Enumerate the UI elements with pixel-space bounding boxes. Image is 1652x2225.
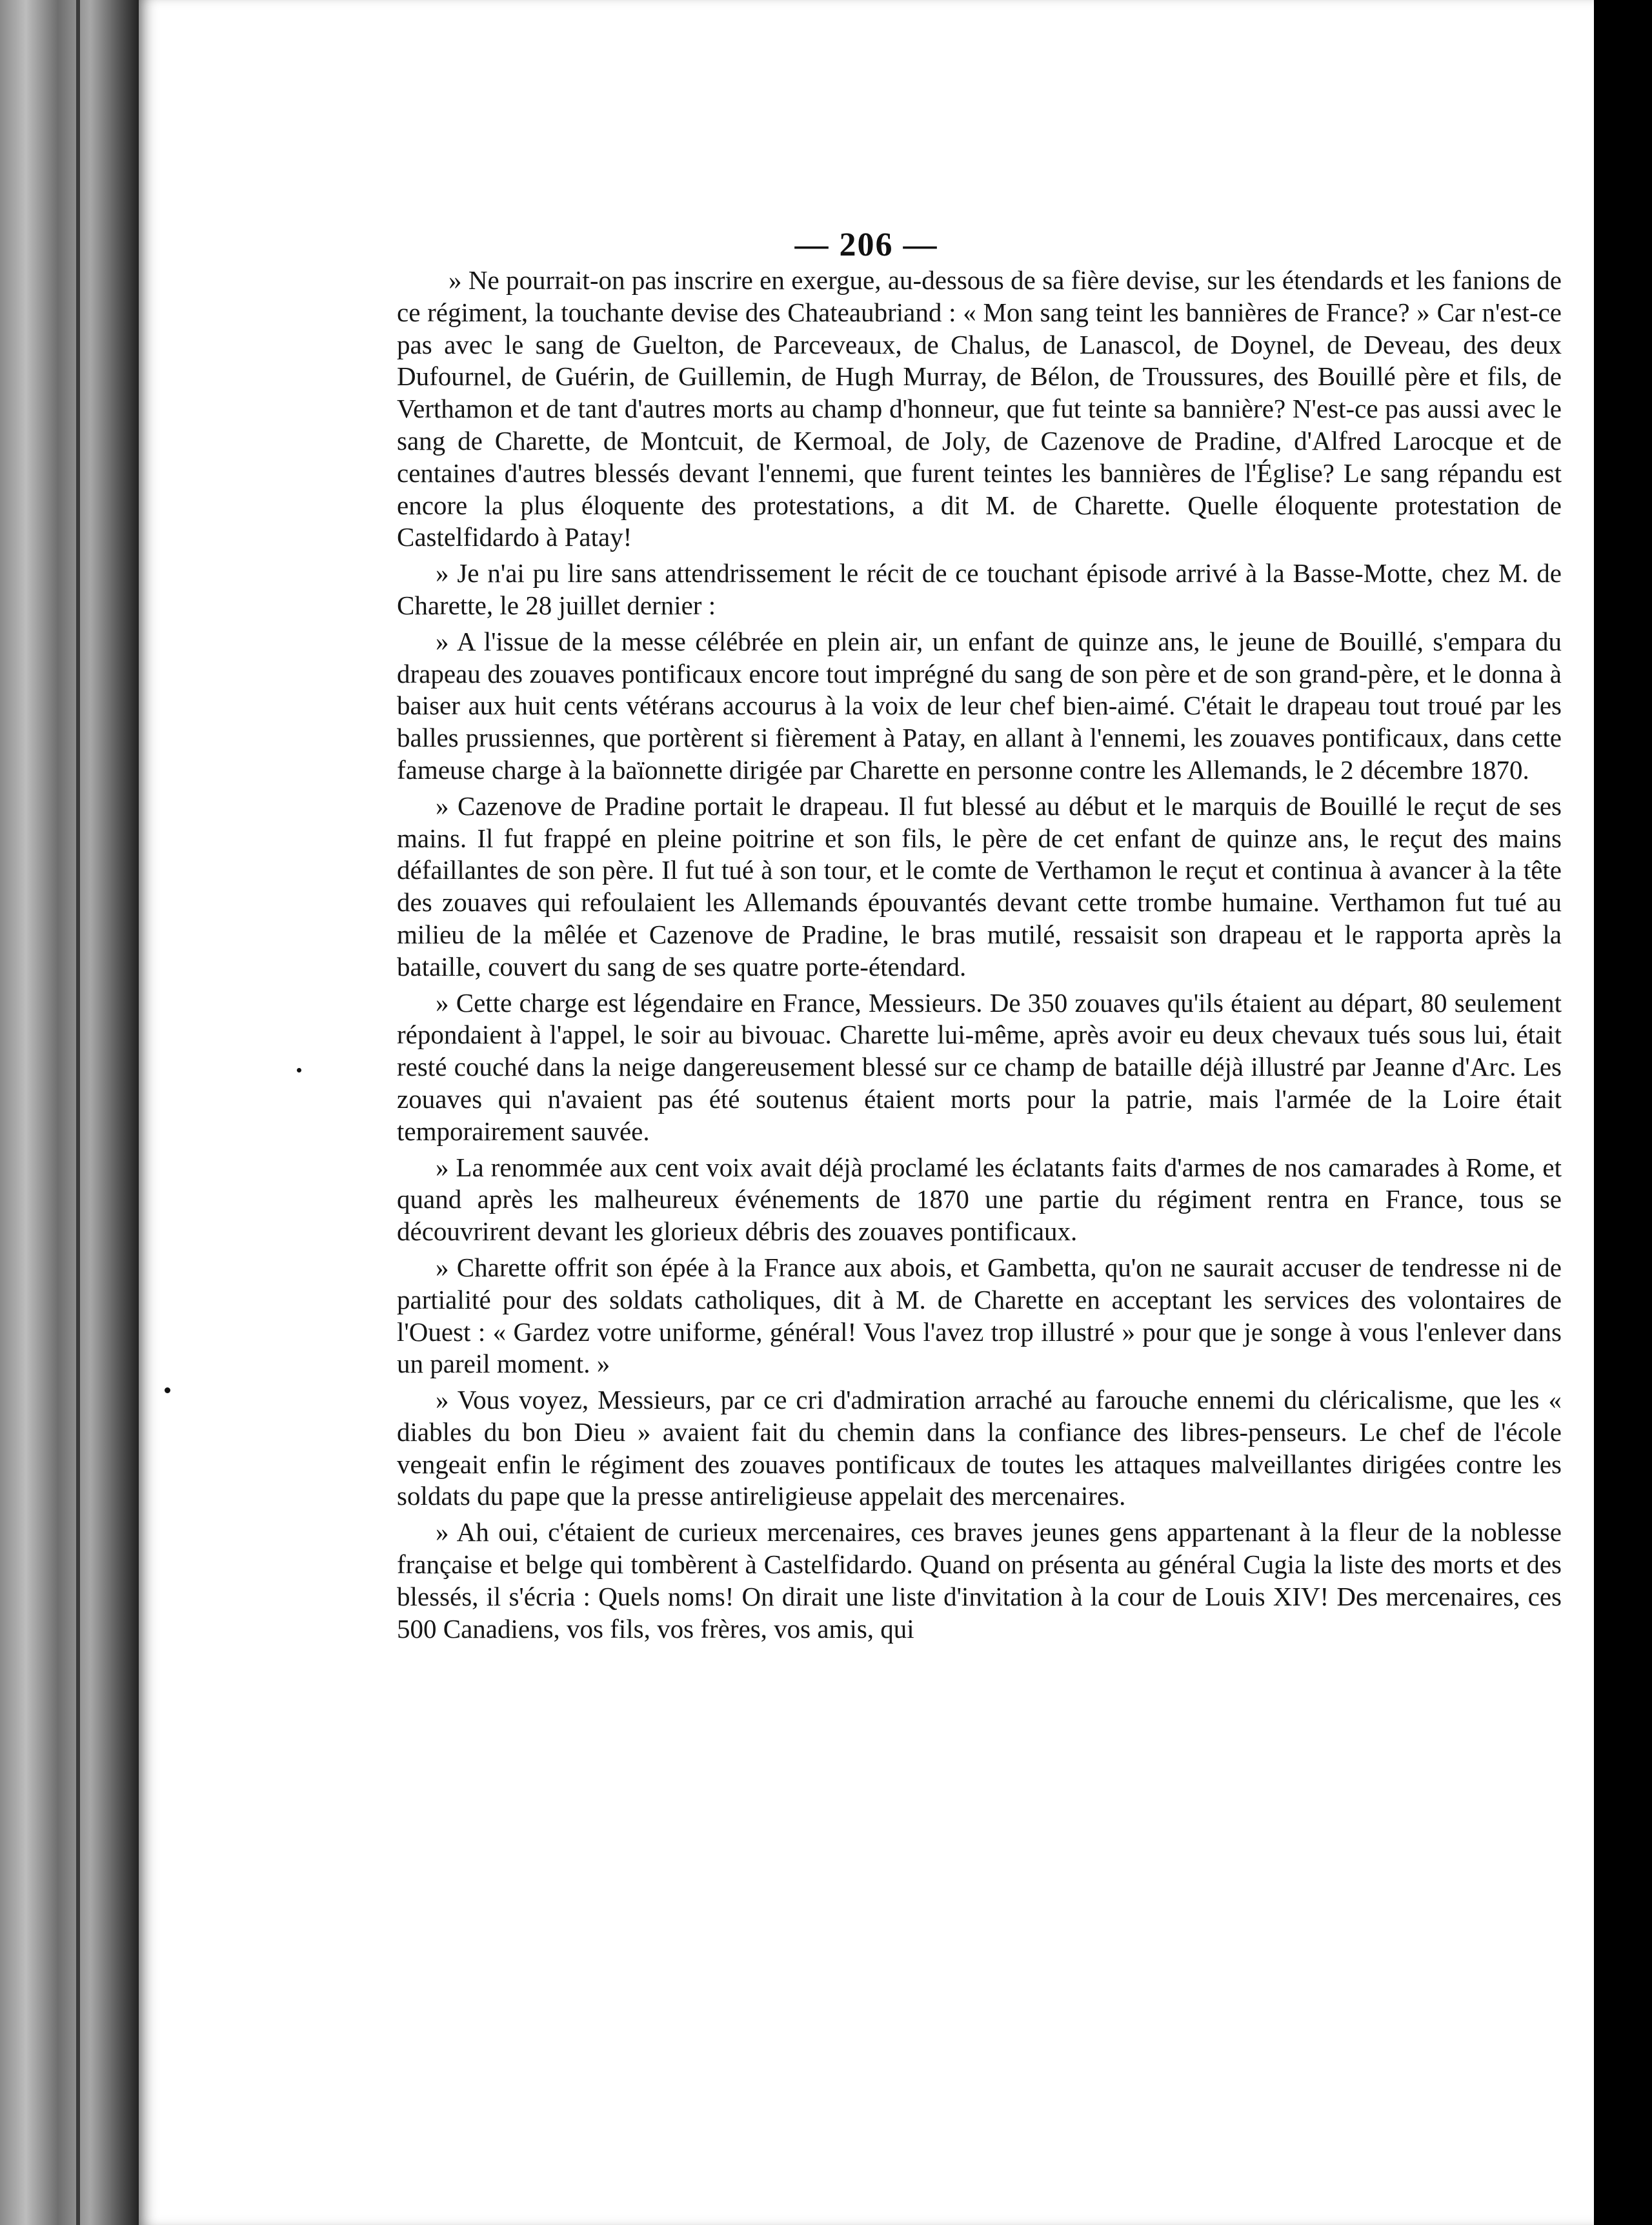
page-number: — 206 — [794, 227, 938, 263]
paragraph-8: » Vous voyez, Messieurs, par ce cri d'admiration arraché au farouche ennemi du cléricalisme, que les « diables du bon Dieu » avaient fait du chemin dans la confiance des libres-penseurs. Le chef de l'école vengeait enfin le régiment des zouaves pontificaux de toutes les attaques malveillantes dirigées contre les soldats du pape que la presse antireligieuse appelait des mercenaires. [397, 1385, 1562, 1511]
body-text [397, 265, 1562, 1649]
paragraph-3: » A l'issue de la messe célébrée en plein air, un enfant de quinze ans, le jeune de Bouillé, s'empara du drapeau des zouaves pontificaux encore tout imprégné du sang de son père et de son grand-père, et le donna à baiser aux huit cents vétérans accourus à la voix de leur chef bien-aimé. C'était le drapeau tout troué par les balles prussiennes, que portèrent si fièrement à Patay, en allant à l'ennemi, les zouaves pontificaux, dans cette fameuse charge à la baïonnette dirigée par Charette en personne contre les Allemands, le 2 décembre 1870. [397, 626, 1562, 785]
paragraph-2: » Je n'ai pu lire sans attendrissement le récit de ce touchant épisode arrivé à la Basse-Motte, chez M. de Charette, le 28 juillet dernier : [397, 558, 1562, 620]
paragraph-4: » Cazenove de Pradine portait le drapeau. Il fut blessé au début et le marquis de Bouillé le reçut de ses mains. Il fut frappé en pleine poitrine et son fils, le père de cet enfant de quinze ans, le reçut des mains défaillantes de son père. Il fut tué à son tour, et le comte de Verthamon le reçut et continua à avancer à la tête des zouaves qui refoulaient les Allemands épouvantés devant cette trombe humaine. Verthamon fut tué au milieu de la mêlée et Cazenove de Pradine, le bras mutilé, ressaisit son drapeau et le rapporta après la bataille, couvert du sang de ses quatre porte-étendard. [397, 790, 1562, 982]
paragraph-5: » Cette charge est légendaire en France, Messieurs. De 350 zouaves qu'ils étaient au départ, 80 seulement répondaient à l'appel, le soir au bivouac. Charette lui-même, après avoir eu deux chevaux tués sous lui, était resté couché dans la neige dangereusement blessé sur ce champ de bataille déjà illustré par Jeanne d'Arc. Les zouaves qui n'avaient pas été soutenus étaient morts pour la patrie, mais l'armée de la Loire était temporairement sauvée. [397, 987, 1562, 1146]
ink-speck [165, 1387, 170, 1393]
paragraph-6: » La renommée aux cent voix avait déjà proclamé les éclatants faits d'armes de nos camarades à Rome, et quand après les malheureux événements de 1870 une partie du régiment rentra en France, tous se découvrirent devant les glorieux débris des zouaves pontificaux. [397, 1152, 1562, 1247]
paragraph-7: » Charette offrit son épée à la France aux abois, et Gambetta, qu'on ne saurait accuser de tendresse ni de partialité pour des soldats catholiques, dit à M. de Charette en acceptant les services des volontaires de l'Ouest : « Gardez votre uniforme, général! Vous l'avez trop illustré » pour que je songe à vous l'enlever dans un pareil moment. » [397, 1252, 1562, 1379]
ink-speck [297, 1068, 301, 1072]
book-spine-edge [0, 0, 139, 2225]
paragraph-1: » Ne pourrait-on pas inscrire en exergue, au-dessous de sa fière devise, sur les étendards et les fanions de ce régiment, la touchante devise des Chateaubriand : « Mon sang teint les bannières de France? » Car n'est-ce pas avec le sang de Guelton, de Parceveaux, de Chalus, de Lanascol, de Doynel, de Deveau, des deux Dufournel, de Guérin, de Guillemin, de Hugh Murray, de Bélon, de Troussures, des Bouillé père et fils, de Verthamon et de tant d'autres morts au champ d'honneur, que fut teinte sa bannière? N'est-ce pas aussi avec le sang de Charette, de Montcuit, de Kermoal, de Joly, de Cazenove de Pradine, d'Alfred Larocque et de centaines d'autres blessés devant l'ennemi, que furent teintes les bannières de l'Église? Le sang répandu est encore la plus éloquente des protestations, a dit M. de Charette. Quelle éloquente protestation de Castelfidardo à Patay! [397, 265, 1562, 552]
paragraph-9: » Ah oui, c'étaient de curieux mercenaires, ces braves jeunes gens appartenant à la fleur de la noblesse française et belge qui tombèrent à Castelfidardo. Quand on présenta au général Cugia la liste des morts et des blessés, il s'écria : Quels noms! On dirait une liste d'invitation à la cour de Louis XIV! Des mercenaires, ces 500 Canadiens, vos fils, vos frères, vos amis, qui [397, 1517, 1562, 1644]
spine-fold-line [76, 0, 80, 2225]
scanned-page [139, 0, 1594, 2225]
